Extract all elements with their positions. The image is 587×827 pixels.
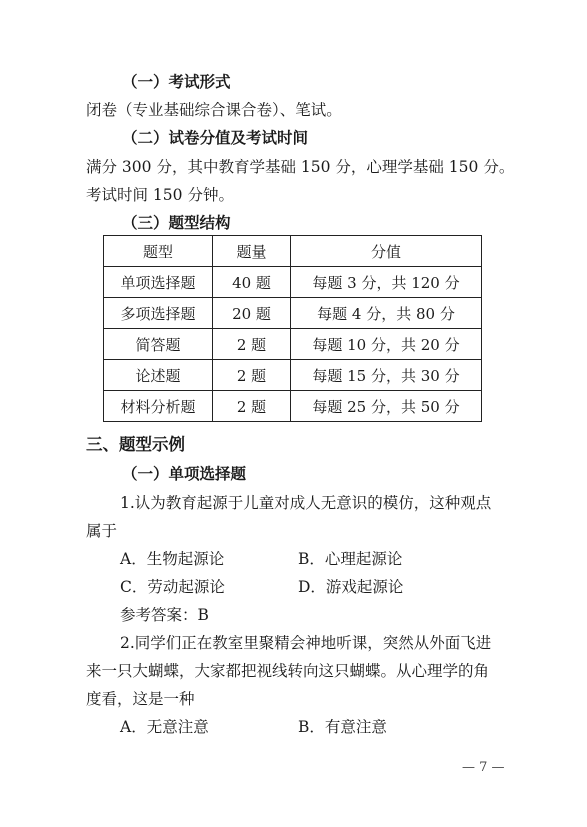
table-cell: 2 题 xyxy=(213,360,291,391)
part-3-subtitle: （一）单项选择题 xyxy=(122,464,247,483)
question-1-option-a: A．生物起源论 xyxy=(120,550,225,568)
table-cell: 多项选择题 xyxy=(104,298,213,329)
question-1-line-1: 1.认为教育起源于儿童对成人无意识的模仿，这种观点 xyxy=(120,494,492,512)
table-cell: 每题 3 分，共 120 分 xyxy=(291,267,482,298)
question-1-option-d: D．游戏起源论 xyxy=(298,578,404,596)
table-cell: 每题 15 分，共 30 分 xyxy=(291,360,482,391)
section-3-title: （三）题型结构 xyxy=(122,213,231,232)
question-2-line-2: 来一只大蝴蝶，大家都把视线转向这只蝴蝶。从心理学的角 xyxy=(86,662,490,680)
table-row xyxy=(104,391,482,422)
table-row xyxy=(104,329,482,360)
question-1-answer: 参考答案：B xyxy=(120,606,209,624)
table-cell: 简答题 xyxy=(104,329,213,360)
question-2-option-b: B．有意注意 xyxy=(298,718,387,736)
part-3-title: 三、题型示例 xyxy=(86,435,185,454)
table-cell: 材料分析题 xyxy=(104,391,213,422)
table-header-row xyxy=(104,236,482,267)
question-1-option-c: C．劳动起源论 xyxy=(120,578,225,596)
table-cell: 20 题 xyxy=(213,298,291,329)
table-row xyxy=(104,298,482,329)
table-cell: 每题 10 分，共 20 分 xyxy=(291,329,482,360)
section-1-body: 闭卷（专业基础综合课合卷）、笔试。 xyxy=(86,101,342,119)
table-header-cell: 题量 xyxy=(213,236,291,267)
question-type-table xyxy=(103,235,482,422)
section-2-body-1: 满分 300 分，其中教育学基础 150 分，心理学基础 150 分。 xyxy=(86,158,515,176)
table-cell: 每题 25 分，共 50 分 xyxy=(291,391,482,422)
page-number: — 7 — xyxy=(462,760,505,775)
table-header-cell: 题型 xyxy=(104,236,213,267)
question-1-option-b: B．心理起源论 xyxy=(298,550,403,568)
question-2-line-3: 度看，这是一种 xyxy=(86,690,195,708)
table-cell: 2 题 xyxy=(213,329,291,360)
table-cell: 每题 4 分，共 80 分 xyxy=(291,298,482,329)
question-2-option-a: A．无意注意 xyxy=(120,718,209,736)
table-cell: 40 题 xyxy=(213,267,291,298)
table-header-cell: 分值 xyxy=(291,236,482,267)
table-row xyxy=(104,360,482,391)
table-cell: 论述题 xyxy=(104,360,213,391)
table-cell: 单项选择题 xyxy=(104,267,213,298)
table-row xyxy=(104,267,482,298)
section-2-title: （二）试卷分值及考试时间 xyxy=(122,128,309,147)
section-1-title: （一）考试形式 xyxy=(122,72,231,91)
question-2-line-1: 2.同学们正在教室里聚精会神地听课，突然从外面飞进 xyxy=(120,634,492,652)
question-1-line-2: 属于 xyxy=(86,522,118,540)
section-2-body-2: 考试时间 150 分钟。 xyxy=(86,186,234,204)
table-cell: 2 题 xyxy=(213,391,291,422)
